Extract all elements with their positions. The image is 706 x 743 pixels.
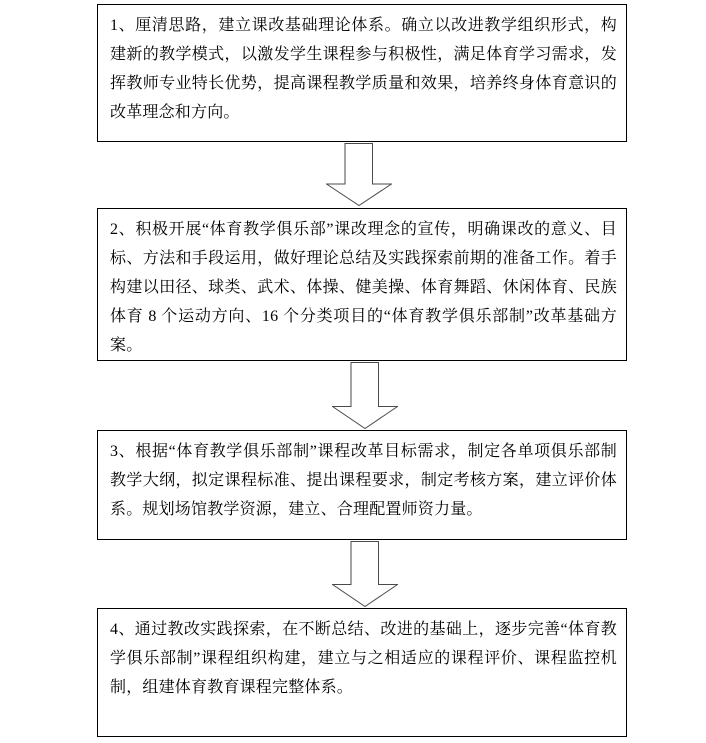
flow-step-3-text: 3、根据“体育教学俱乐部制”课程改革目标需求，制定各单项俱乐部制教学大纲，拟定课程标准、提出课程要求，制定考核方案，建立评价体系。规划场馆教学资源，建立、合理配置师资力量。	[110, 443, 617, 518]
down-block-arrow-shape	[327, 144, 392, 206]
down-block-arrow-icon	[332, 362, 398, 429]
down-block-arrow-icon	[326, 143, 392, 206]
flow-step-4-box	[97, 608, 627, 737]
flow-step-4-text: 4、通过教改实践探索，在不断总结、改进的基础上，逐步完善“体育教学俱乐部制”课程组织构建，建立与之相适应的课程评价、课程监控机制，组建体育教育课程完整体系。	[110, 621, 617, 696]
flow-step-2-box	[97, 208, 627, 361]
flow-step-3-box	[97, 430, 627, 540]
down-block-arrow-shape	[333, 542, 398, 607]
flow-step-1-box	[97, 4, 627, 142]
flow-step-1-text: 1、厘清思路，建立课改基础理论体系。确立以改进教学组织形式，构建新的教学模式，以激发学生课程参与积极性，满足体育学习需求，发挥教师专业特长优势，提高课程教学质量和效果，培养终身体育意识的改革理念和方向。	[110, 17, 617, 121]
flow-step-2-text: 2、积极开展“体育教学俱乐部”课改理念的宣传，明确课改的意义、目标、方法和手段运用，做好理论总结及实践探索前期的准备工作。着手构建以田径、球类、武术、体操、健美操、体育舞蹈、休闲体育、民族体育 8 个运动方向、16 个分类项目的“体育教学俱乐部制”改革基础方案。	[110, 221, 617, 354]
down-block-arrow-shape	[333, 363, 398, 429]
down-block-arrow-icon	[332, 541, 398, 607]
